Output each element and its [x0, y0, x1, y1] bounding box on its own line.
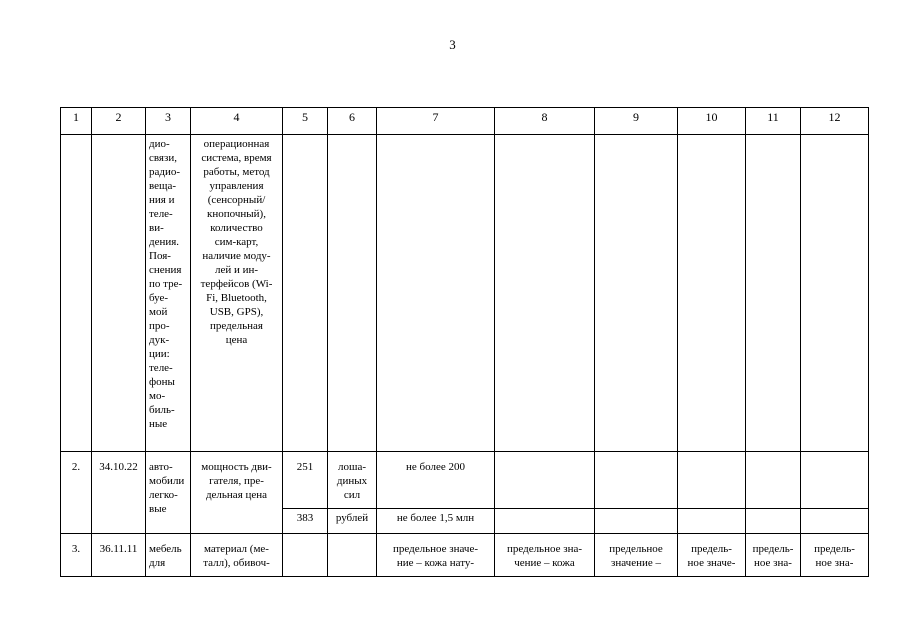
- table-row: [61, 534, 869, 577]
- header-cell: 12: [801, 108, 869, 135]
- text-line: (сенсорный/: [207, 194, 266, 206]
- text-line: материал (ме-: [204, 543, 269, 555]
- okpd-code-cell: 36.11.11: [92, 534, 146, 577]
- text-line: наличие моду-: [202, 250, 271, 262]
- value-cell: [595, 534, 678, 577]
- text-line: сим-карт,: [214, 236, 259, 248]
- table-cell: [801, 452, 869, 509]
- header-cell: 3: [146, 108, 191, 135]
- text-line: мо-: [149, 390, 166, 402]
- text-line: предель-: [691, 543, 732, 555]
- value-cell: [746, 534, 801, 577]
- unit-code-cell: 383: [283, 509, 328, 534]
- header-cell: 6: [328, 108, 377, 135]
- text-line: по тре-: [149, 278, 183, 290]
- text-line: предельное: [609, 543, 663, 555]
- text-line: диных: [336, 475, 368, 487]
- text-line: ное зна-: [815, 557, 854, 569]
- text-line: USB, GPS),: [209, 306, 264, 318]
- table-cell: [495, 452, 595, 509]
- table-row: [61, 135, 869, 452]
- text-line: снения: [149, 264, 182, 276]
- text-line: значение –: [611, 557, 661, 569]
- text-line: теле-: [149, 208, 173, 220]
- text-line: лей и ин-: [214, 264, 259, 276]
- characteristics-cell: [191, 452, 283, 534]
- table-cell: [678, 135, 746, 452]
- header-cell: 4: [191, 108, 283, 135]
- header-cell: 2: [92, 108, 146, 135]
- text-line: легко-: [149, 489, 178, 501]
- unit-name-cell: [328, 452, 377, 509]
- text-line: управления: [209, 180, 264, 192]
- table-cell: [283, 534, 328, 577]
- text-line: радио-: [149, 166, 181, 178]
- product-name-cell: [146, 534, 191, 577]
- text-line: веща-: [149, 180, 177, 192]
- text-line: ное значе-: [687, 557, 736, 569]
- text-line: авто-: [149, 461, 173, 473]
- unit-code-cell: 251: [283, 452, 328, 509]
- text-line: мобили: [149, 475, 185, 487]
- text-line: ви-: [149, 222, 164, 234]
- text-line: дук-: [149, 334, 170, 346]
- text-line: дио-: [149, 138, 170, 150]
- text-line: кнопочный),: [207, 208, 266, 220]
- value-cell: [801, 534, 869, 577]
- text-line: ние – кожа нату-: [396, 557, 475, 569]
- text-line: теле-: [149, 362, 173, 374]
- text-line: предель-: [752, 543, 794, 555]
- header-cell: 5: [283, 108, 328, 135]
- text-line: вые: [149, 503, 167, 515]
- text-line: связи,: [149, 152, 177, 164]
- text-line: чение – кожа: [514, 557, 575, 569]
- text-line: количество: [210, 222, 263, 234]
- text-line: дельная цена: [205, 489, 268, 501]
- header-cell: 9: [595, 108, 678, 135]
- table-cell: [283, 135, 328, 452]
- table-cell: [328, 534, 377, 577]
- table-cell: [495, 509, 595, 534]
- table-cell: [61, 135, 92, 452]
- text-line: фоны: [149, 376, 175, 388]
- text-line: мебель: [149, 543, 182, 555]
- characteristics-cell: [191, 135, 283, 452]
- table-cell: [595, 509, 678, 534]
- text-line: ные: [149, 418, 168, 430]
- value-cell: не более 1,5 млн: [377, 509, 495, 534]
- table-cell: [678, 452, 746, 509]
- requirements-table: [60, 107, 869, 577]
- text-line: талл), обивоч-: [203, 557, 270, 569]
- text-line: предельная: [210, 320, 263, 332]
- text-line: дения.: [149, 236, 180, 248]
- table-cell: [746, 135, 801, 452]
- row-number-cell: 2.: [61, 452, 92, 534]
- text-line: предель-: [814, 543, 855, 555]
- text-line: мощность дви-: [201, 461, 272, 473]
- characteristics-cell: [191, 534, 283, 577]
- table-row: [61, 452, 869, 509]
- text-line: гателя, пре-: [209, 475, 264, 487]
- header-cell: 7: [377, 108, 495, 135]
- text-line: предельное значе-: [392, 543, 478, 555]
- table-cell: [746, 452, 801, 509]
- text-line: для: [149, 557, 166, 569]
- text-line: ное зна-: [754, 557, 792, 569]
- table-cell: [595, 452, 678, 509]
- text-line: цена: [225, 334, 248, 346]
- table-cell: [92, 135, 146, 452]
- page-number: 3: [449, 37, 456, 52]
- table-cell: [495, 135, 595, 452]
- header-cell: 1: [61, 108, 92, 135]
- table-cell: [377, 135, 495, 452]
- text-line: про-: [149, 320, 170, 332]
- header-cell: 8: [495, 108, 595, 135]
- value-cell: [377, 534, 495, 577]
- text-line: система, время: [201, 152, 272, 164]
- table-cell: [746, 509, 801, 534]
- table-cell: [801, 509, 869, 534]
- text-line: ния и: [149, 194, 175, 206]
- table-cell: [678, 509, 746, 534]
- header-cell: 10: [678, 108, 746, 135]
- table-cell: [328, 135, 377, 452]
- header-row: [61, 108, 869, 135]
- unit-name-cell: рублей: [328, 509, 377, 534]
- text-line: лоша-: [337, 461, 366, 473]
- table-cell: [801, 135, 869, 452]
- text-line: ции:: [149, 348, 170, 360]
- value-cell: [495, 534, 595, 577]
- text-line: биль-: [149, 404, 175, 416]
- row-number-cell: 3.: [61, 534, 92, 577]
- text-line: терфейсов (Wi-: [200, 278, 273, 290]
- product-name-cell: [146, 452, 191, 534]
- product-name-cell: [146, 135, 191, 452]
- text-line: работы, метод: [203, 166, 270, 178]
- text-line: предельное зна-: [506, 543, 583, 555]
- text-line: Fi, Bluetooth,: [206, 292, 267, 304]
- text-line: сил: [343, 489, 361, 501]
- okpd-code-cell: 34.10.22: [92, 452, 146, 534]
- header-cell: 11: [746, 108, 801, 135]
- value-cell: не более 200: [377, 452, 495, 509]
- text-line: буе-: [149, 292, 169, 304]
- text-line: операционная: [203, 138, 270, 150]
- table-cell: [595, 135, 678, 452]
- text-line: Поя-: [149, 250, 171, 262]
- text-line: мой: [149, 306, 168, 318]
- value-cell: [678, 534, 746, 577]
